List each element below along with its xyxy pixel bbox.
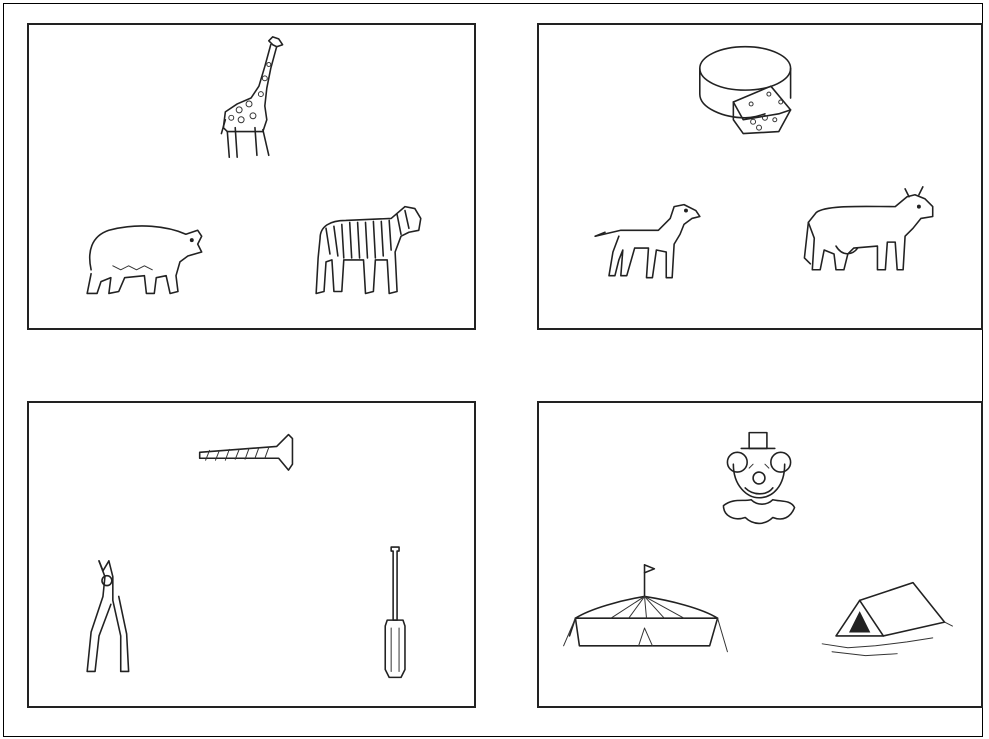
cow-icon <box>804 187 932 270</box>
card-farm <box>537 23 983 330</box>
card-circus <box>537 401 983 708</box>
dog-icon <box>595 205 700 278</box>
bear-icon <box>87 226 201 293</box>
screwdriver-icon <box>385 547 405 677</box>
circus-tent-icon <box>564 565 728 652</box>
giraffe-icon <box>221 37 282 157</box>
clown-icon <box>723 433 794 524</box>
screw-icon <box>200 435 293 471</box>
camping-tent-icon <box>822 583 952 656</box>
zebra-icon <box>316 207 421 294</box>
pliers-icon <box>87 561 128 672</box>
card-tools <box>27 401 476 708</box>
cheese-icon <box>700 47 791 134</box>
card-wild-animals <box>27 23 476 330</box>
